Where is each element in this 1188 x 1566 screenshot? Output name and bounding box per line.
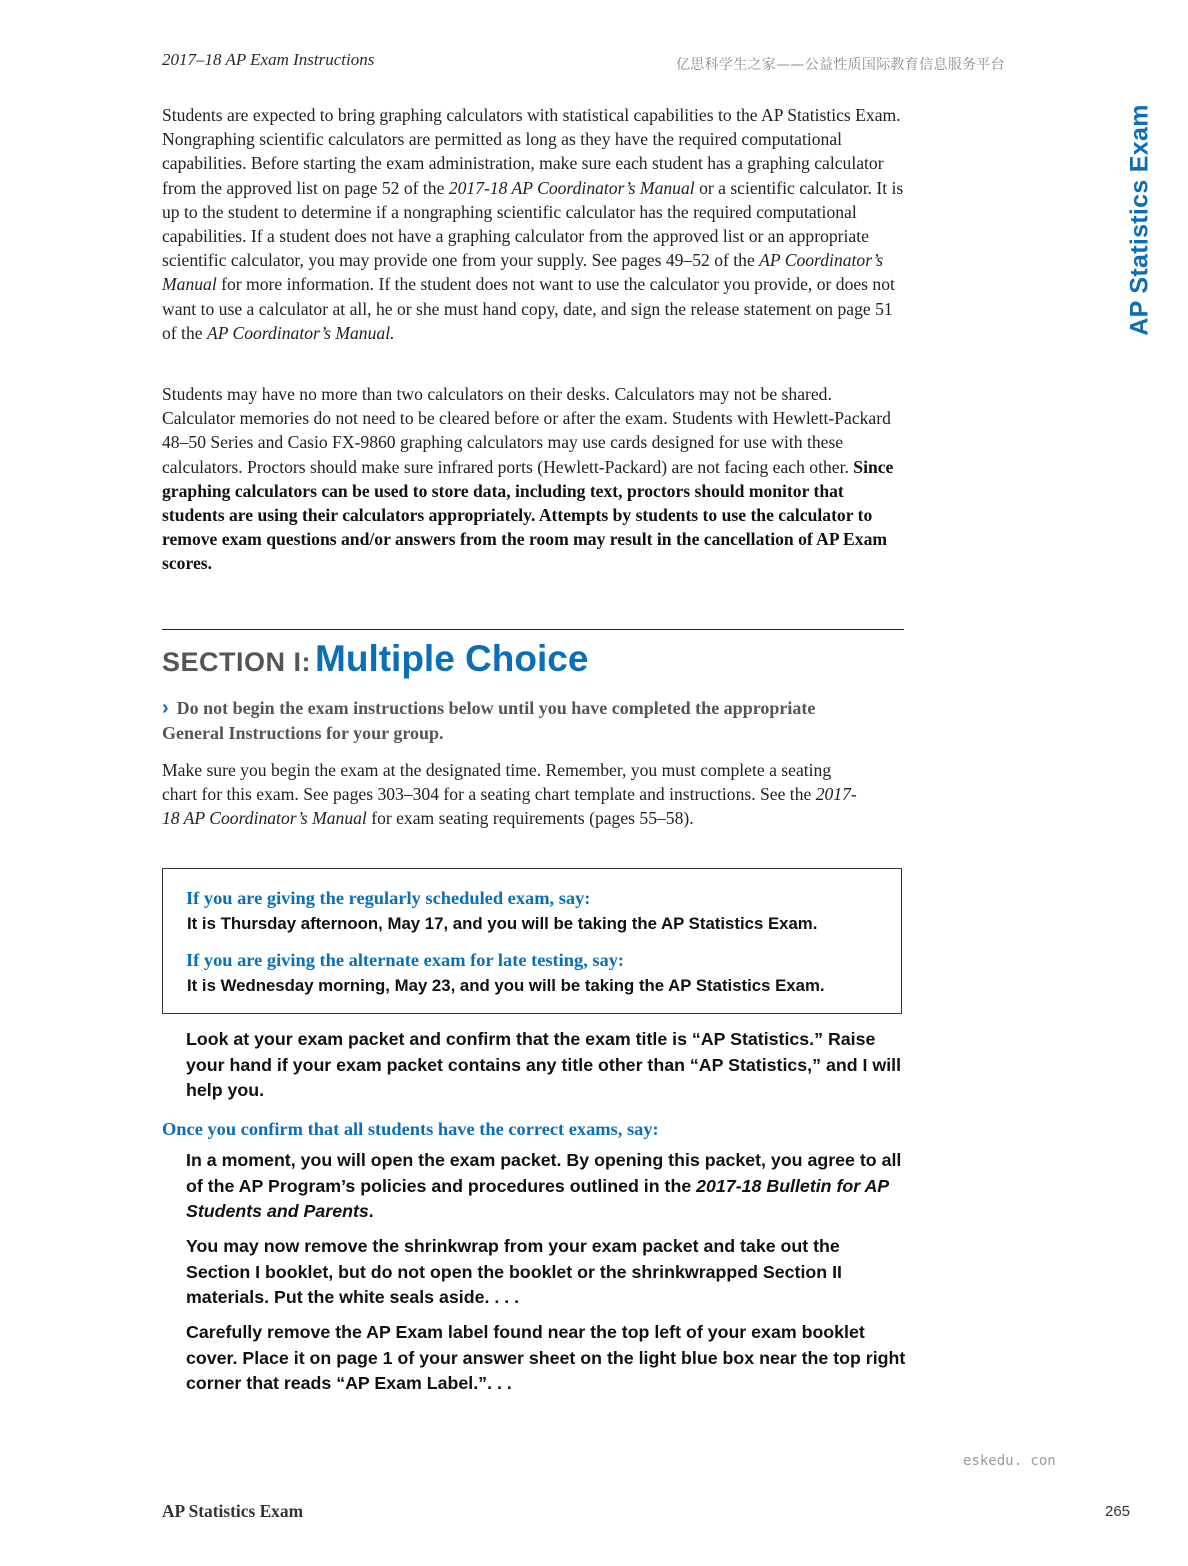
cue-regular-exam: If you are giving the regularly scheduled exam, say: [186, 888, 591, 908]
side-tab [1098, 105, 1182, 335]
note-text: Do not begin the exam instructions below until you have completed the appropriate General Instructions for your group. [162, 698, 816, 743]
manual-title: AP Coordinator’s Manual [162, 250, 884, 295]
header-watermark-text: 亿思科学生之家——公益性质国际教育信息服务平台 [676, 57, 1005, 73]
text-run: . [368, 1201, 374, 1221]
side-tab-label: AP Statistics Exam [1125, 104, 1154, 336]
manual-title: AP Coordinator’s Manual. [206, 322, 395, 343]
footer-title: AP Statistics Exam [162, 1501, 304, 1521]
page-number: 265 [1105, 1503, 1131, 1520]
section-heading [162, 638, 588, 680]
instruction-note [162, 696, 862, 746]
text-run: Students are expected to bring graphing calculators with statistical capabilities to the AP Statistics Exam. Nongraphing scientific calculators are permitted as long as they have the required computational capabilities. Before starting the exam administration, make sure each student has a graphing calculator from the approved list on page 52 of the [162, 105, 901, 198]
say-alternate-exam: It is Wednesday morning, May 23, and you will be taking the AP Statistics Exam. [187, 976, 825, 995]
script-confirm-title: Look at your exam packet and confirm that the exam title is “AP Statistics.” Raise your hand if your exam packet contains any title other than “AP Statistics,” and I will help you. [186, 1029, 902, 1100]
cue-correct-exams: Once you confirm that all students have the correct exams, say: [162, 1119, 659, 1139]
calculator-paragraph [162, 103, 907, 345]
chevron-right-icon: › [162, 697, 169, 719]
script-open-packet [186, 1148, 906, 1225]
text-run: for exam seating requirements (pages 55–58). [366, 808, 694, 829]
manual-title: 2017-18 AP Coordinator’s Manual [448, 177, 695, 198]
bulletin-title: 2017-18 Bulletin for AP Students and Parents [186, 1175, 889, 1221]
text-run: for more information. If the student does not want to use the calculator you provide, or does not want to use a calculator at all, he or she must hand copy, date, and sign the release statement on page 51 of the [162, 274, 895, 343]
text-run: Make sure you begin the exam at the designated time. Remember, you must complete a seating chart for this exam. See pages 303–304 for a seating chart template and instructions. See the [162, 760, 832, 805]
script-exam-label: Carefully remove the AP Exam label found near the top left of your exam booklet cover. Place it on page 1 of your answer sheet on the light blue box near the top right corner that reads “AP Exam Label.”. . . [186, 1322, 906, 1393]
running-header: 2017–18 AP Exam Instructions [162, 50, 375, 69]
cue-alternate-exam: If you are giving the alternate exam for late testing, say: [186, 950, 625, 970]
section-title: Multiple Choice [315, 638, 589, 679]
text-run: Students may have no more than two calculators on their desks. Calculators may not be shared. Calculator memories do not need to be cleared before or after the exam. Students with Hewlett-Packard 48–50 Series and Casio FX-9860 graphing calculators may use cards designed for use with these calculators. Proctors should make sure infrared ports (Hewlett-Packard) are not facing each other. [162, 384, 891, 477]
script-remove-shrinkwrap: You may now remove the shrinkwrap from your exam packet and take out the Section I booklet, but do not open the booklet or the shrinkwrapped Section II materials. Put the white seals aside. . . . [186, 1236, 842, 1307]
watermark-url: eskedu. con [963, 1453, 1056, 1469]
text-run: or a scientific calculator. It is up to the student to determine if a nongraphing scientific calculator has the required computational capabilities. If a student does not have a graphing calculator from the approved list or an appropriate scientific calculator, you may provide one from your supply. See pages 49–52 of the [162, 177, 904, 271]
calculator-rules-paragraph [162, 382, 907, 576]
text-run: In a moment, you will open the exam packet. By opening this packet, you agree to all of the AP Program’s policies and procedures outlined in the [186, 1150, 902, 1196]
bold-warning: Since graphing calculators can be used to store data, including text, proctors should monitor that students are using their calculators appropriately. Attempts by students to use the calculator to remove exam questions and/or answers from the room may result in the cancellation of AP Exam scores. [162, 456, 894, 574]
seating-paragraph [162, 758, 862, 831]
section-prefix: SECTION I: [162, 647, 312, 677]
say-regular-exam: It is Thursday afternoon, May 17, and you will be taking the AP Statistics Exam. [187, 914, 818, 933]
manual-title: 2017-18 AP Coordinator’s Manual [162, 784, 857, 829]
section-divider [162, 629, 904, 630]
